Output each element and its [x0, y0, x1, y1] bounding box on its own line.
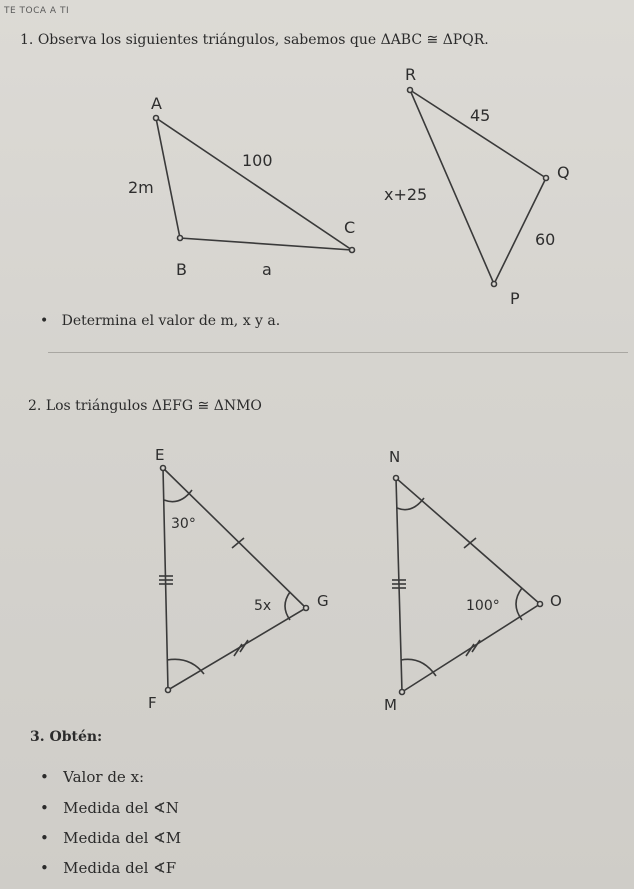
- question-1-text: Observa los siguientes triángulos, sabemos que ΔABC ≅ ΔPQR.: [37, 32, 489, 48]
- vertex-f-label: F: [148, 694, 157, 712]
- triangle-efg: [159, 466, 309, 693]
- triangle-nmo-outline: [396, 478, 540, 692]
- vertex-e-label: E: [155, 446, 165, 464]
- question-3-text: Obtén:: [49, 729, 103, 745]
- question-2-number: 2.: [28, 398, 42, 414]
- side-qp-label: 60: [535, 230, 556, 249]
- list-item: • Medida del ∢N: [40, 799, 179, 817]
- list-item: • Valor de x:: [40, 768, 145, 786]
- side-bc-label: a: [262, 260, 272, 279]
- vertex-p-label: P: [510, 289, 520, 308]
- triangle-nmo: [392, 476, 543, 695]
- angle-g-label: 5x: [254, 598, 272, 614]
- question-3-number: 3.: [30, 729, 45, 745]
- triangle-abc-outline: [156, 118, 352, 250]
- list-item: • Medida del ∢F: [40, 859, 177, 877]
- bullet: •: [40, 313, 49, 329]
- question-1-number: 1.: [20, 32, 34, 48]
- vertex-q-label: Q: [557, 163, 570, 182]
- vertex-r-label: R: [405, 65, 417, 84]
- side-ac-label: 100: [242, 151, 273, 170]
- vertex-a-label: A: [151, 94, 162, 113]
- side-ab-label: 2m: [128, 178, 154, 197]
- triangle-abc: [154, 116, 355, 253]
- vertex-c-label: C: [344, 218, 356, 237]
- side-rp-label: x+25: [384, 185, 428, 204]
- list-item: • Medida del ∢M: [40, 829, 182, 847]
- vertex-m-label: M: [384, 696, 397, 714]
- angle-g-arc: [285, 592, 290, 620]
- vertex-b-label: B: [176, 260, 187, 279]
- side-rq-label: 45: [470, 106, 491, 125]
- question-2-text: Los triángulos ΔEFG ≅ ΔNMO: [45, 398, 262, 414]
- angle-e-label: 30°: [171, 516, 196, 532]
- vertex-n-label: N: [389, 448, 401, 466]
- question-1-task-text: Determina el valor de m, x y a.: [61, 313, 281, 329]
- vertex-g-label: G: [317, 592, 329, 610]
- section-tag: TE TOCA A TI: [4, 6, 70, 16]
- vertex-o-label: O: [550, 592, 562, 610]
- angle-o-label: 100°: [466, 598, 500, 614]
- triangle-efg-outline: [163, 468, 306, 690]
